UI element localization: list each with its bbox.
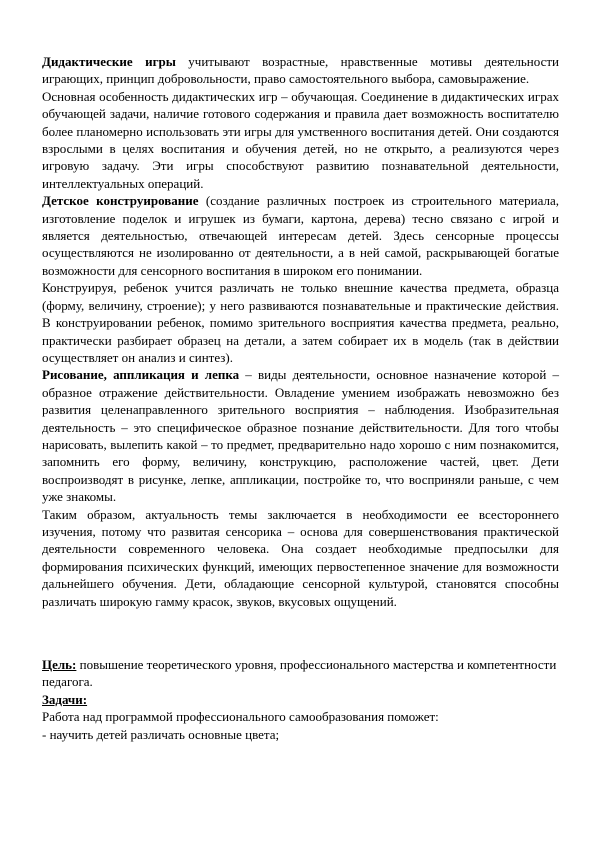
goal-text: повышение теоретического уровня, профессионального мастерства и компетентности педагога.	[42, 657, 557, 690]
paragraph-text: Таким образом, актуальность темы заключается в необходимости ее всестороннего изучения, потому что развитая сенсорика – основа для совершенствования практической деятельности современного человека. Она создает необходимые предпосылки для формирования психических функций, имеющих первостепенное значение для возможности дальнейшего обучения. Дети, обладающие сенсорной культурой, становятся способны различать широкую гамму красок, звуков, вкусовых ощущений.	[42, 506, 559, 609]
tasks-intro: Работа над программой профессионального самообразования поможет:	[42, 709, 439, 725]
paragraph-lead: Детское конструирование	[42, 193, 199, 209]
paragraph-construction	[42, 192, 559, 279]
paragraph-conclusion	[42, 506, 559, 610]
paragraph-text: (создание различных построек из строительного материала, изготовление поделок и игрушек из бумаги, картона, дерева) тесно связано с игрой и является деятельностью, отвечающей интересам детей. Здесь сенсорные процессы осуществляются не изолированно от деятельности, а в ней самой, раскрывающей богатые возможности для сенсорного воспитания в широком его понимании.	[42, 193, 559, 278]
spacer	[42, 610, 559, 656]
paragraph-lead: Дидактические игры	[42, 54, 176, 69]
paragraph-text: Конструируя, ребенок учится различать не только внешние качества предмета, образца (форму, величину, строение); у него развиваются познавательные и практические действия. В конструировании ребенок, помимо зрительного восприятия качества предмета, реально, практически разбирает образец на детали, а затем собирает их в модель (так в действии осуществляет он анализ и синтез).	[42, 280, 559, 365]
tasks-heading	[42, 691, 559, 708]
goal-paragraph	[42, 656, 559, 691]
paragraph-didactic-feature	[42, 88, 559, 192]
tasks-label: Задачи:	[42, 691, 88, 707]
paragraph-constructing	[42, 279, 559, 366]
document-page	[42, 53, 559, 743]
paragraph-didactic-games	[42, 53, 559, 88]
task-item: - научить детей различать основные цвета;	[42, 726, 280, 742]
paragraph-drawing	[42, 366, 559, 505]
paragraph-text: учитывают возрастные, нравственные мотивы деятельности играющих, принцип добровольности, право самостоятельного выбора, самовыражение.	[42, 54, 559, 87]
paragraph-lead: Рисование, аппликация и лепка	[42, 367, 240, 383]
paragraph-text: Основная особенность дидактических игр – обучающая. Соединение в дидактических играх обучающей задачи, наличие готового содержания и правила дает возможность воспитателю более планомерно использовать эти игры для умственного воспитания детей. Они создаются взрослыми в целях воспитания и обучения детей, но не открыто, а реализуются через игровую задачу. Эти игры способствуют развитию познавательной деятельности, интеллектуальных операций.	[42, 88, 559, 191]
goal-label: Цель:	[42, 657, 77, 672]
paragraph-text: – виды деятельности, основное назначение которой – образное отражение действительности. Овладение умением изображать невозможно без развития целенаправленного зрительного восприятия – наблюдения. Изобразительная деятельность – это специфическое образное познание действительности. Для того чтобы нарисовать, вылепить какой – то предмет, предварительно надо хорошо с ним познакомится, запомнить его форму, величину, конструкцию, расположение частей, цвет. Дети воспроизводят в рисунке, лепке, аппликации, постройке то, что восприняли раньше, с чем уже знакомы.	[42, 367, 560, 505]
